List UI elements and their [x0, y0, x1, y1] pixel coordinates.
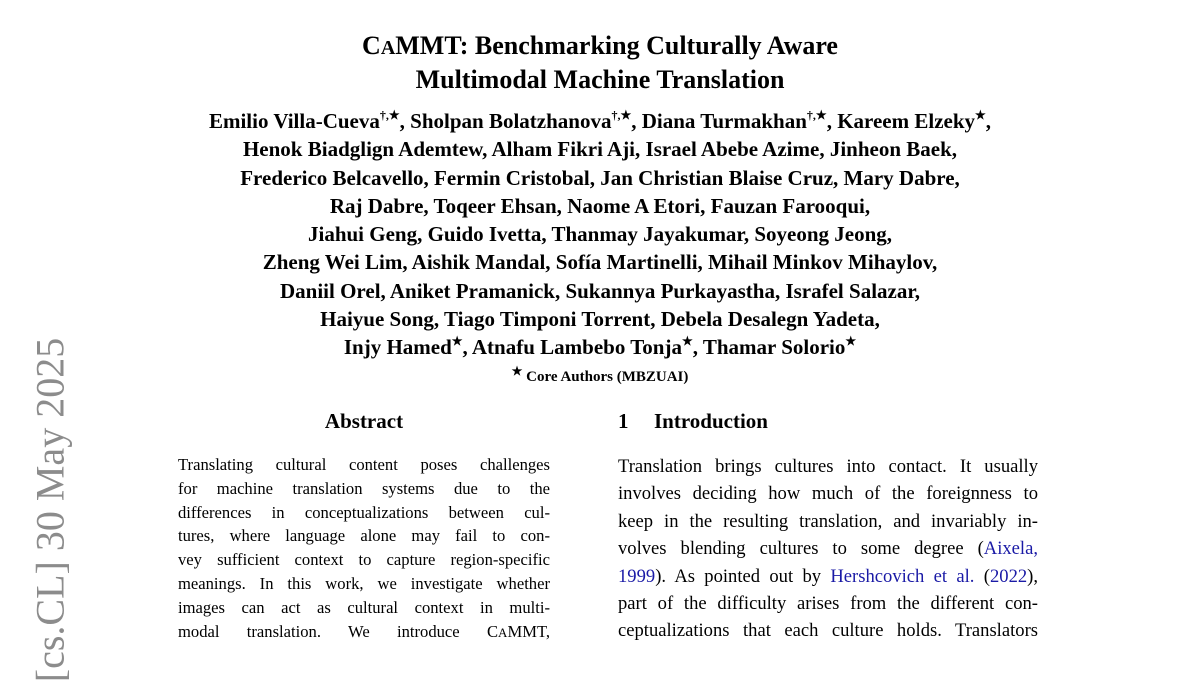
intro-line: part of the difficulty arises from the different con- — [618, 593, 1038, 615]
affiliation-mark: ★ — [451, 334, 463, 349]
paper-title — [0, 30, 1200, 96]
core-authors-text: Core Authors (MBZUAI) — [522, 369, 689, 385]
core-authors-note — [0, 366, 1200, 388]
intro-text: ), — [1027, 565, 1038, 587]
author-name: Kareem Elzeky — [837, 109, 976, 133]
title-smallcap: A — [380, 37, 396, 59]
abstract-line — [178, 620, 550, 645]
author-name: Thamar Solorio — [702, 335, 846, 360]
intro-line — [618, 535, 1038, 562]
author-name: Emilio Villa-Cueva — [208, 109, 380, 133]
intro-text: ). As pointed out by — [655, 565, 831, 587]
section-title: Introduction — [654, 409, 768, 433]
citation-link[interactable]: 1999 — [618, 565, 656, 587]
intro-line: Translation brings cultures into contact. It usually — [618, 456, 1038, 477]
affiliation-mark: †,★ — [611, 108, 632, 122]
author-line-6: Zheng Wei Lim, Aishik Mandal, Sofía Martinelli, Mihail Minkov Mihaylov, — [262, 250, 938, 275]
affiliation-mark: †,★ — [806, 108, 827, 122]
separator: , — [631, 109, 642, 133]
author-line-7: Daniil Orel, Aniket Pramanick, Sukannya Purkayastha, Israfel Salazar, — [280, 278, 920, 303]
introduction-heading — [618, 407, 1038, 435]
intro-line: ceptualizations that each culture holds. Translators — [618, 620, 1038, 642]
separator: , — [692, 335, 703, 360]
abstract-smallcap: A — [498, 624, 508, 640]
author-line-5: Jiahui Geng, Guido Ivetta, Thanmay Jayakumar, Soyeong Jeong, — [307, 222, 893, 247]
intro-text: volves blending cultures to some degree ( — [618, 538, 984, 560]
title-line-1 — [0, 30, 1200, 64]
intro-line: keep in the resulting translation, and invariably in- — [618, 510, 1038, 532]
author-name: Diana Turmakhan — [641, 109, 807, 133]
abstract-text: modal translation. We introduce C — [178, 621, 499, 641]
author-list — [0, 107, 1200, 362]
separator: , — [985, 109, 992, 133]
intro-line: involves deciding how much of the foreignness to — [618, 483, 1038, 505]
intro-text: ( — [974, 565, 990, 587]
citation-link[interactable]: 2022 — [989, 565, 1028, 587]
intro-line — [618, 563, 1038, 590]
abstract-text: MMT, — [507, 621, 550, 641]
abstract-heading: Abstract — [324, 409, 404, 433]
citation-link[interactable]: Hershcovich et al. — [830, 565, 975, 587]
affiliation-mark: ★ — [681, 334, 693, 349]
abstract-line: tures, where language alone may fail to con- — [178, 526, 550, 546]
author-line-1 — [0, 107, 1200, 135]
abstract-line: images can act as cultural context in multi- — [178, 597, 550, 617]
author-line-8: Haiyue Song, Tiago Timponi Torrent, Debela Desalegn Yadeta, — [320, 307, 880, 332]
title-cap: C — [362, 31, 381, 60]
abstract-line: vey sufficient context to capture region-specific — [178, 550, 550, 570]
author-name: Injy Hamed — [343, 335, 452, 360]
author-name: Sholpan Bolatzhanova — [410, 109, 612, 133]
star-mark: ★ — [511, 364, 523, 378]
abstract-line: for machine translation systems due to the — [178, 478, 550, 498]
abstract-body — [178, 453, 550, 644]
affiliation-mark: ★ — [975, 108, 986, 122]
author-line-3: Frederico Belcavello, Fermin Cristobal, Jan Christian Blaise Cruz, Mary Dabre, — [240, 165, 960, 190]
author-line-9 — [0, 333, 1200, 361]
abstract-line: differences in conceptualizations between cul- — [178, 502, 550, 522]
author-line-4: Raj Dabre, Toqeer Ehsan, Naome A Etori, Fauzan Farooqui, — [329, 193, 871, 218]
citation-link[interactable]: Aixela, — [983, 538, 1038, 560]
separator: , — [399, 109, 411, 133]
abstract-line: Translating cultural content poses challenges — [178, 455, 550, 474]
introduction-body — [618, 453, 1038, 645]
separator: , — [462, 335, 472, 360]
separator: , — [826, 109, 838, 133]
affiliation-mark: †,★ — [379, 108, 400, 122]
title-line-2: Multimodal Machine Translation — [415, 65, 785, 94]
arxiv-stamp: [cs.CL] 30 May 2025 — [27, 337, 73, 682]
affiliation-mark: ★ — [845, 334, 857, 349]
author-name: Atnafu Lambebo Tonja — [471, 335, 682, 360]
author-line-2: Henok Biadglign Ademtew, Alham Fikri Aji, Israel Abebe Azime, Jinheon Baek, — [242, 137, 958, 162]
section-number: 1 — [618, 409, 629, 433]
abstract-line: meanings. In this work, we investigate whether — [178, 573, 550, 593]
title-rest: MMT: Benchmarking Culturally Aware — [395, 31, 838, 60]
